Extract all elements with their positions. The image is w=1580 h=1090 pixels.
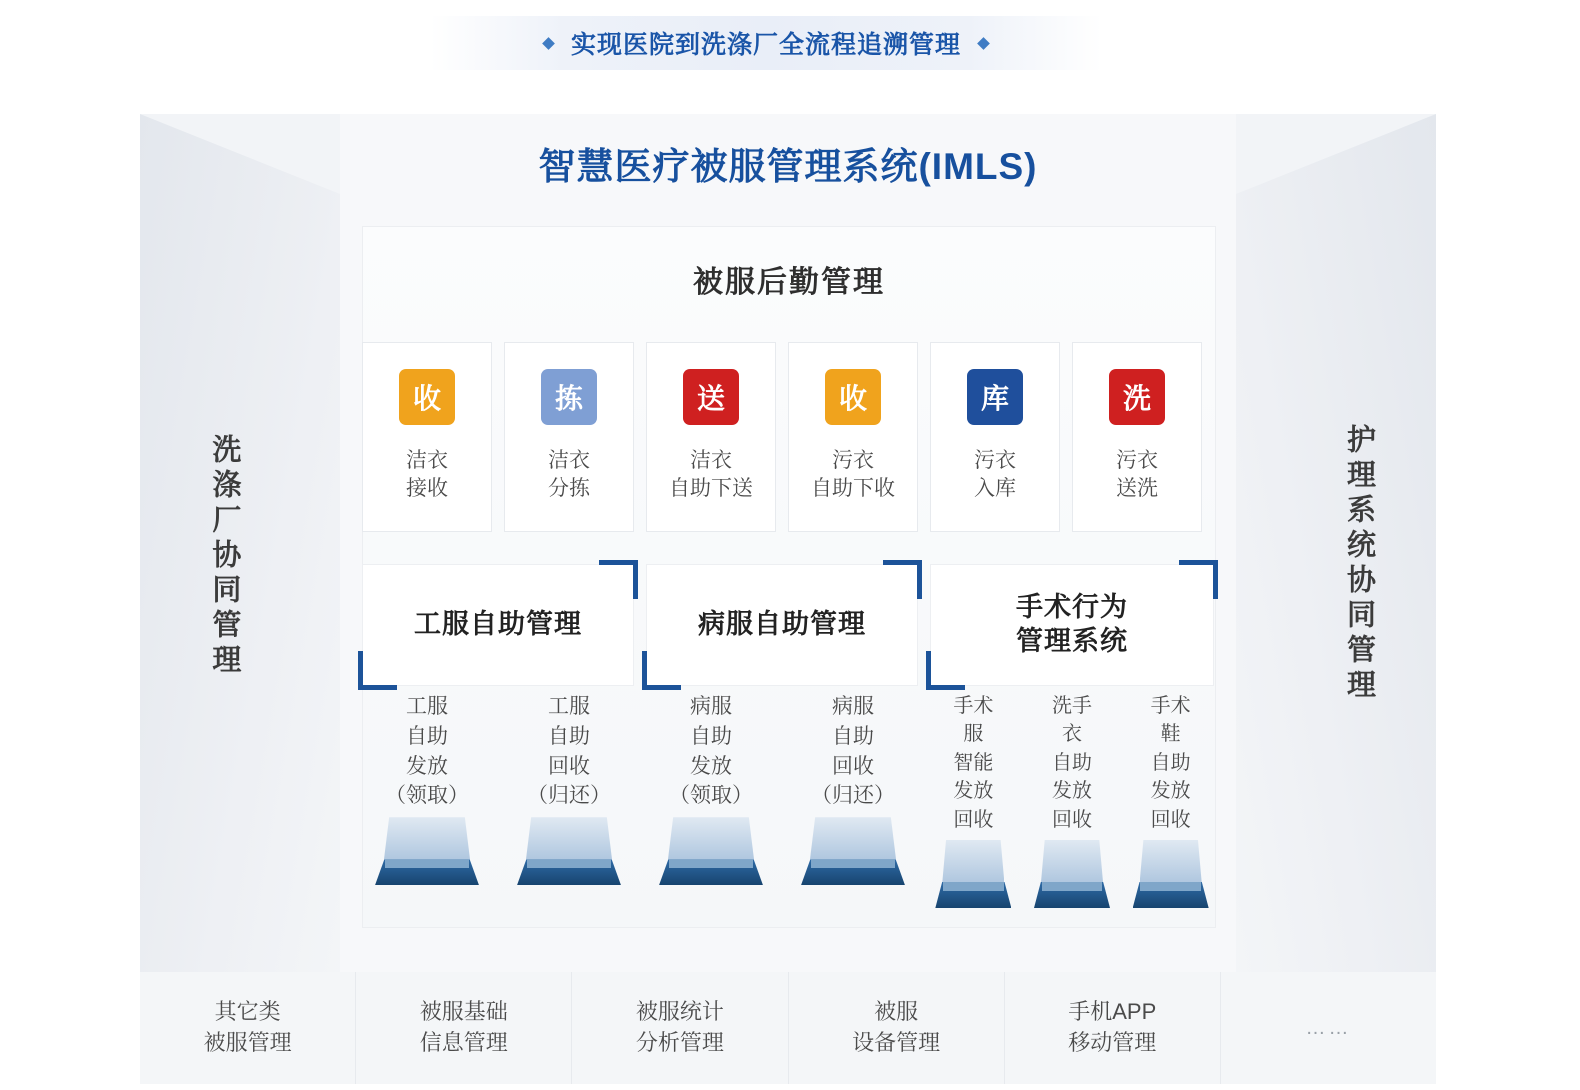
bottom-module[interactable] — [571, 972, 787, 1084]
kiosk-line: 回收 — [1150, 808, 1191, 831]
badge-icon: 收 — [825, 369, 881, 425]
process-card-line1: 污衣 — [832, 449, 874, 472]
kiosk-item[interactable] — [646, 692, 776, 885]
group-title-box[interactable] — [930, 564, 1214, 686]
badge-icon: 洗 — [1109, 369, 1165, 425]
process-card-line2: 送洗 — [1116, 477, 1158, 501]
group-row — [362, 564, 1214, 831]
process-card[interactable] — [362, 342, 492, 532]
ellipsis-label: …… — [1305, 1017, 1352, 1039]
process-card-line1: 洁衣 — [548, 449, 590, 472]
kiosk-line: 工服 — [548, 695, 590, 718]
kiosk-label — [953, 692, 993, 834]
kiosk-base-icon — [1034, 882, 1110, 908]
kiosk-line: 发放 — [953, 780, 994, 803]
kiosk-item[interactable] — [788, 692, 918, 885]
diamond-icon-right — [977, 37, 990, 50]
group-surgery — [930, 564, 1214, 831]
kiosk-body-icon — [526, 817, 612, 859]
bottom-module-line2: 分析管理 — [635, 1030, 724, 1055]
process-card[interactable] — [504, 342, 634, 532]
bottom-module[interactable] — [140, 972, 355, 1084]
group-title — [1016, 591, 1128, 659]
process-card-line2: 接收 — [406, 477, 448, 501]
bottom-module-line1: 被服 — [874, 999, 919, 1025]
kiosk-base-icon — [935, 882, 1011, 908]
process-card-label — [1116, 447, 1158, 504]
kiosk-line: 病服 — [832, 695, 874, 718]
bottom-module[interactable] — [355, 972, 571, 1084]
process-card-row — [362, 342, 1214, 532]
kiosk-line: 工服 — [406, 695, 448, 718]
kiosk-line: 发放 — [406, 754, 448, 778]
kiosk-line: 自助 — [690, 724, 732, 748]
kiosk-line: 服 — [963, 723, 984, 746]
process-card-line1: 洁衣 — [690, 449, 732, 472]
badge-icon: 库 — [967, 369, 1023, 425]
kiosk-line: 回收 — [1052, 808, 1092, 831]
kiosk-line: （归还） — [811, 784, 895, 808]
process-card-line2: 自助下收 — [811, 477, 895, 501]
kiosk-line: 自助 — [548, 724, 590, 748]
kiosk-body-icon — [668, 817, 754, 859]
group-title: 病服自助管理 — [698, 609, 866, 640]
kiosk-line: 自助 — [832, 724, 874, 748]
kiosk-item[interactable] — [930, 692, 1017, 908]
bottom-module-line2: 移动管理 — [1068, 1030, 1157, 1055]
badge-icon: 拣 — [541, 369, 597, 425]
kiosk-item[interactable] — [362, 692, 492, 885]
process-card-line1: 洁衣 — [406, 449, 448, 472]
group-title: 工服自助管理 — [414, 609, 582, 640]
kiosk-base-icon — [1133, 882, 1209, 908]
bottom-module-line2: 设备管理 — [852, 1030, 941, 1055]
kiosk-body-icon — [942, 840, 1004, 882]
kiosk-label — [527, 692, 611, 811]
kiosk-base-icon — [375, 859, 479, 885]
kiosk-line: 发放 — [690, 754, 732, 778]
kiosk-row — [646, 692, 918, 885]
kiosk-base-icon — [659, 859, 763, 885]
diagram-stage — [140, 114, 1436, 1084]
kiosk-base-icon — [517, 859, 621, 885]
process-card[interactable] — [788, 342, 918, 532]
kiosk-line: 洗手 — [1052, 695, 1092, 717]
kiosk-item[interactable] — [1127, 692, 1214, 908]
group-uniform — [362, 564, 634, 814]
left-wall — [140, 114, 340, 1084]
bottom-module-more — [1220, 972, 1436, 1084]
kiosk-line: （领取） — [385, 784, 469, 808]
bottom-module-row — [140, 972, 1436, 1084]
bottom-module-line1: 被服基础 — [419, 999, 508, 1025]
bottom-module-line1: 其它类 — [214, 999, 281, 1025]
bottom-module-line2: 被服管理 — [203, 1030, 292, 1055]
bottom-module-line1: 被服统计 — [635, 999, 724, 1025]
process-card-label — [548, 447, 590, 504]
kiosk-line: （归还） — [527, 784, 611, 808]
kiosk-body-icon — [810, 817, 896, 859]
panel-title: 被服后勤管理 — [693, 266, 885, 299]
top-banner — [430, 16, 1102, 70]
kiosk-line: 病服 — [690, 695, 732, 718]
kiosk-body-icon — [1041, 840, 1103, 882]
kiosk-line: 衣 — [1062, 723, 1082, 746]
kiosk-item[interactable] — [1029, 692, 1116, 908]
kiosk-line: 手术 — [1150, 695, 1191, 717]
process-card-label — [406, 447, 448, 504]
process-card-line2: 自助下送 — [669, 477, 753, 501]
bottom-module[interactable] — [1004, 972, 1220, 1084]
kiosk-line: 鞋 — [1160, 723, 1181, 746]
group-title-box[interactable] — [362, 564, 634, 686]
diamond-icon-left — [542, 37, 555, 50]
kiosk-line: 自助 — [1150, 751, 1191, 774]
kiosk-line: 回收 — [832, 754, 874, 778]
kiosk-line: （领取） — [669, 784, 753, 808]
kiosk-label — [669, 692, 753, 811]
kiosk-body-icon — [1140, 840, 1202, 882]
left-side-label: 洗涤厂协同管理 — [208, 434, 241, 679]
kiosk-label — [1151, 692, 1191, 834]
kiosk-line: 回收 — [953, 808, 994, 831]
kiosk-label — [1052, 692, 1092, 834]
kiosk-row — [362, 692, 634, 885]
group-title-line1: 手术行为 — [1016, 592, 1128, 623]
right-side-label: 护理系统协同管理 — [1343, 424, 1375, 704]
system-title: 智慧医疗被服管理系统(IMLS) — [538, 146, 1038, 187]
kiosk-row — [930, 692, 1214, 908]
kiosk-item[interactable] — [504, 692, 634, 885]
badge-icon: 收 — [399, 369, 455, 425]
process-card-line1: 污衣 — [974, 449, 1016, 472]
kiosk-label — [811, 692, 895, 811]
group-title-box[interactable] — [646, 564, 918, 686]
bottom-module[interactable] — [788, 972, 1004, 1084]
bottom-module-line1: 手机APP — [1068, 999, 1157, 1025]
process-card-line2: 入库 — [974, 477, 1016, 501]
kiosk-line: 智能 — [953, 751, 994, 774]
kiosk-line: 自助 — [1052, 751, 1092, 774]
badge-icon: 送 — [683, 369, 739, 425]
kiosk-body-icon — [384, 817, 470, 859]
banner-text: 实现医院到洗涤厂全流程追溯管理 — [570, 31, 961, 59]
process-card[interactable] — [646, 342, 776, 532]
kiosk-base-icon — [801, 859, 905, 885]
process-card[interactable] — [930, 342, 1060, 532]
kiosk-line: 手术 — [953, 695, 994, 717]
kiosk-line: 回收 — [548, 754, 590, 778]
right-wall — [1236, 114, 1436, 1084]
process-card[interactable] — [1072, 342, 1202, 532]
group-patient-gown — [646, 564, 918, 814]
kiosk-line: 发放 — [1150, 780, 1191, 803]
process-card-line1: 污衣 — [1116, 449, 1158, 472]
kiosk-line: 自助 — [406, 724, 448, 748]
kiosk-line: 发放 — [1052, 780, 1092, 803]
group-title-line2: 管理系统 — [1016, 626, 1128, 656]
process-card-line2: 分拣 — [548, 477, 590, 501]
kiosk-label — [385, 692, 469, 811]
bottom-module-line2: 信息管理 — [419, 1030, 508, 1055]
process-card-label — [669, 447, 753, 504]
process-card-label — [974, 447, 1016, 504]
process-card-label — [811, 447, 895, 504]
